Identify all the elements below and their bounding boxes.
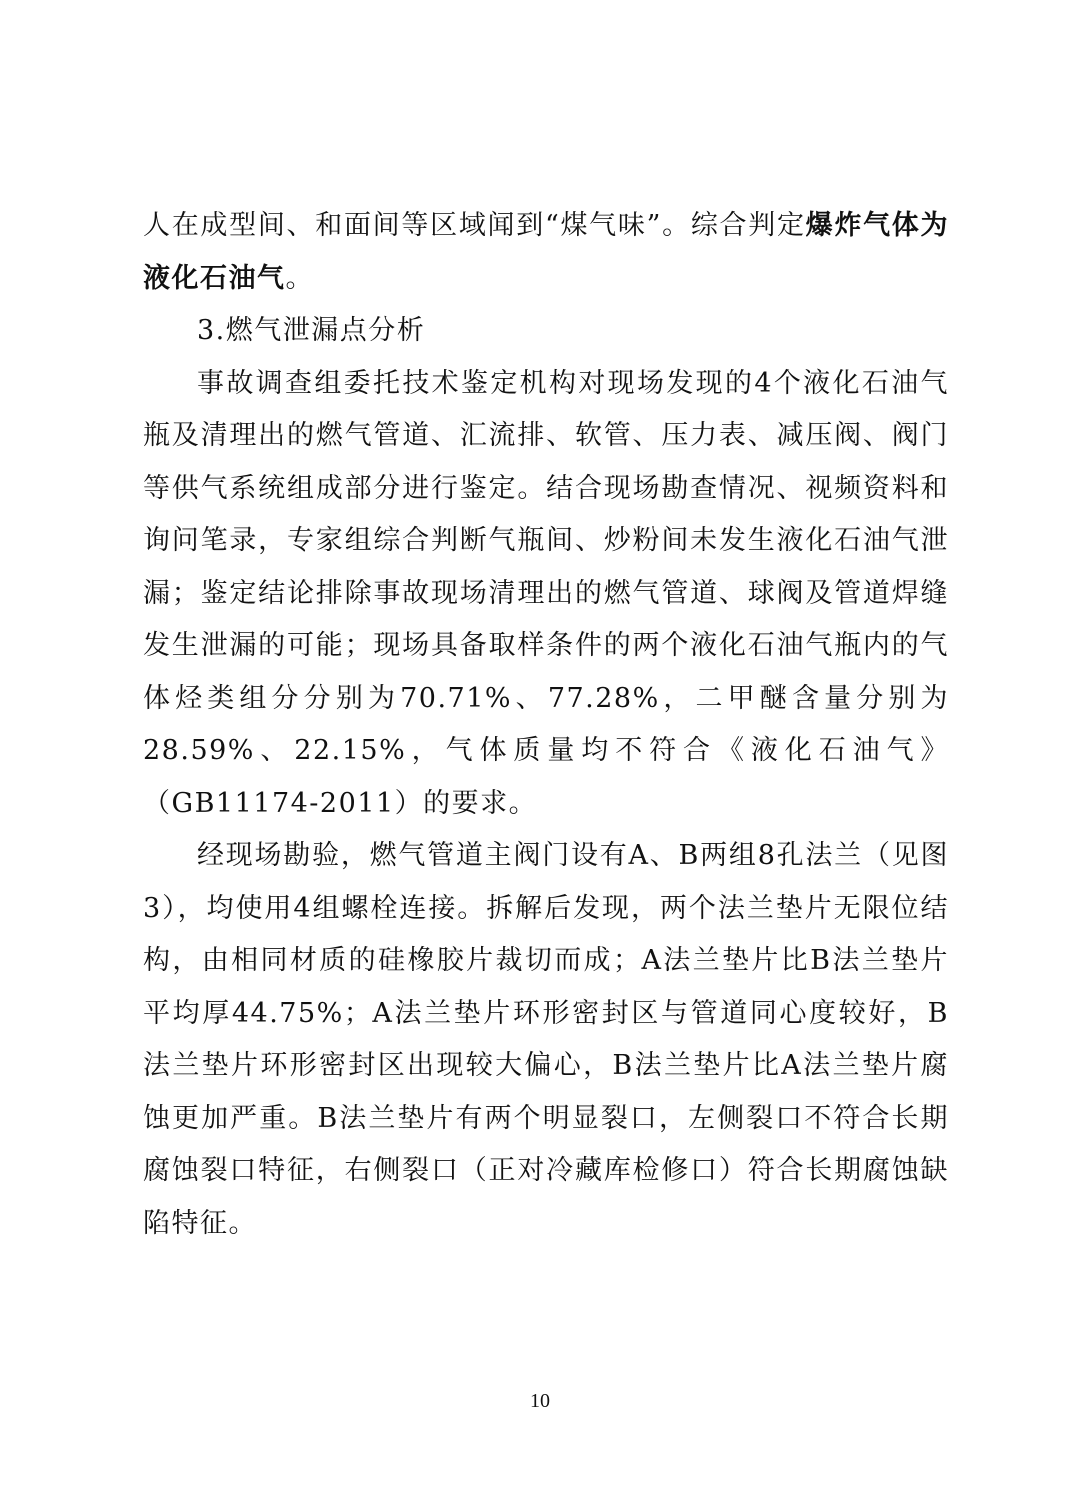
paragraph-continuation: [143, 200, 949, 305]
paragraph-2: 事故调查组委托技术鉴定机构对现场发现的4个液化石油气瓶及清理出的燃气管道、汇流排、软管、压力表、减压阀、阀门等供气系统组成部分进行鉴定。结合现场勘查情况、视频资料和询问笔录，专家组综合判断气瓶间、炒粉间未发生液化石油气泄漏；鉴定结论排除事故现场清理出的燃气管道、球阀及管道焊缝发生泄漏的可能；现场具备取样条件的两个液化石油气瓶内的气体烃类组分分别为70.71%、77.28%，二甲醚含量分别为28.59%、22.15%，气体质量均不符合《液化石油气》（GB11174-2011）的要求。: [143, 367, 949, 819]
body-text: [143, 200, 949, 1250]
paragraph-3: 经现场勘验，燃气管道主阀门设有A、B两组8孔法兰（见图3），均使用4组螺栓连接。拆解后发现，两个法兰垫片无限位结构，由相同材质的硅橡胶片裁切而成；A法兰垫片比B法兰垫片平均厚44.75%；A法兰垫片环形密封区与管道同心度较好，B法兰垫片环形密封区出现较大偏心，B法兰垫片比A法兰垫片腐蚀更加严重。B法兰垫片有两个明显裂口，左侧裂口不符合长期腐蚀裂口特征，右侧裂口（正对冷藏库检修口）符合长期腐蚀缺陷特征。: [143, 840, 949, 1239]
paragraph-1-tail: 。: [285, 262, 314, 294]
page-number: 10: [530, 1390, 550, 1412]
section-heading: 3.燃气泄漏点分析: [197, 315, 426, 346]
paragraph-1-text: 人在成型间、和面间等区域闻到“煤气味”。综合判定: [143, 210, 806, 241]
bold-conclusion: 爆炸气体为液化石油气: [143, 210, 949, 294]
